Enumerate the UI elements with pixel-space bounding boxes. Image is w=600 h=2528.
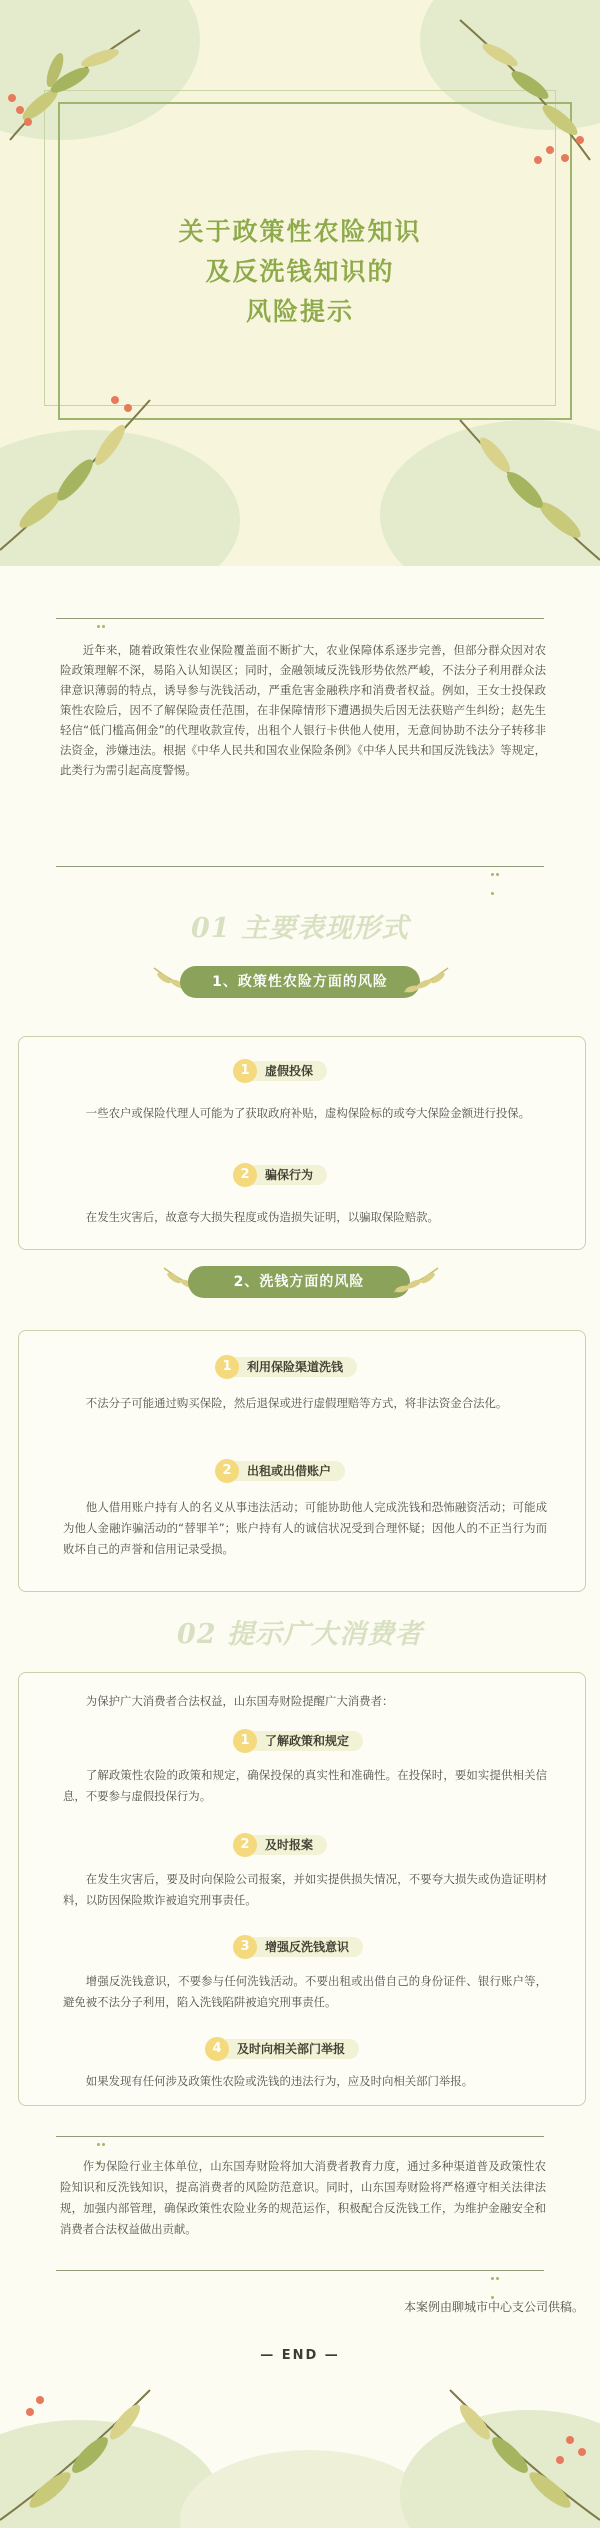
page-title-line1: 关于政策性农险知识 — [178, 217, 422, 246]
item-tag — [233, 1935, 413, 1959]
item-number-badge: 1 — [233, 1729, 257, 1753]
item-label: 虚假投保 — [251, 1061, 327, 1081]
leaf-branch-icon — [440, 390, 600, 566]
item-label: 增强反洗钱意识 — [251, 1937, 363, 1957]
divider-dots — [96, 2132, 110, 2138]
footer-decor — [0, 2380, 600, 2528]
item-text-content: 一些农户或保险代理人可能为了获取政府补贴，虚构保险标的或夸大保险金额进行投保。 — [85, 1106, 531, 1120]
divider — [56, 2136, 544, 2137]
item-text — [63, 1971, 547, 2013]
source-note: 本案例由聊城市中心支公司供稿。 — [403, 2300, 584, 2314]
leaf-branch-icon — [0, 2380, 180, 2528]
item-label: 骗保行为 — [251, 1165, 327, 1185]
laurel-right-icon — [402, 964, 452, 998]
divider — [56, 618, 544, 619]
item-label: 了解政策和规定 — [251, 1731, 363, 1751]
end-mark: — END — — [260, 2348, 340, 2363]
item-number-badge: 1 — [233, 1059, 257, 1083]
item-text-content: 如果发现有任何涉及政策性农险或洗钱的违法行为，应及时向相关部门举报。 — [85, 2074, 474, 2088]
item-number-badge: 3 — [233, 1935, 257, 1959]
divider — [56, 866, 544, 867]
item-text — [63, 1207, 547, 1228]
intro-paragraph — [60, 640, 546, 780]
leaf-branch-icon — [0, 380, 160, 560]
leaf-branch-icon — [0, 0, 150, 150]
section2-title: 02 提示广大消费者 — [177, 1619, 423, 1650]
closing-paragraph — [60, 2156, 546, 2240]
advice-card — [18, 1672, 586, 2106]
leaf-branch-icon — [450, 0, 600, 170]
item-tag — [215, 1355, 415, 1379]
item-tag — [215, 1459, 415, 1483]
divider-dots — [96, 614, 110, 620]
item-tag — [233, 1729, 413, 1753]
intro-text: 近年来，随着政策性农业保险覆盖面不断扩大，农业保障体系逐步完善，但部分群众因对农险政策理解不深，易陷入认知误区；同时，金融领域反洗钱形势依然严峻，不法分子利用群众法律意识薄弱的特点，诱导参与洗钱活动，严重危害金融秩序和消费者权益。例如，王女士投保政策性农险后，因不了解保险责任范围，在非保障情形下遭遇损失后因无法获赔产生纠纷；赵先生轻信“低门槛高佣金”的代理收款宣传，出租个人银行卡供他人使用，无意间协助不法分子转移非法资金，涉嫌违法。根据《中华人民共和国农业保险条例》《中华人民共和国反洗钱法》等规定，此类行为需引起高度警惕。 — [60, 643, 546, 777]
item-text — [63, 1393, 547, 1414]
item-text-content: 不法分子可能通过购买保险，然后退保或进行虚假理赔等方式，将非法资金合法化。 — [85, 1396, 508, 1410]
item-text — [63, 1765, 547, 1807]
item-tag — [205, 2037, 425, 2061]
item-text-content: 在发生灾害后，故意夸大损失程度或伪造损失证明，以骗取保险赔款。 — [85, 1210, 439, 1224]
divider — [56, 2270, 544, 2271]
item-text — [63, 1497, 547, 1560]
risk-card — [18, 1330, 586, 1592]
item-text-content: 增强反洗钱意识，不要参与任何洗钱活动。不要出租或出借自己的身份证件、银行账户等，避免被不法分子利用，陷入洗钱陷阱被追究刑事责任。 — [63, 1974, 547, 2009]
item-text-content: 了解政策性农险的政策和规定，确保投保的真实性和准确性。在投保时，要如实提供相关信息，不要参与虚假投保行为。 — [63, 1768, 547, 1803]
item-number-badge: 2 — [215, 1459, 239, 1483]
item-text-content: 他人借用账户持有人的名义从事违法活动；可能协助他人完成洗钱和恐怖融资活动；可能成为他人金融诈骗活动的“替罪羊”；账户持有人的诚信状况受到合理怀疑；因他人的不正当行为而败坏自己的声誉和信用记录受损。 — [63, 1500, 547, 1556]
header-banner — [0, 0, 600, 566]
item-tag — [233, 1163, 393, 1187]
item-text — [63, 1103, 547, 1124]
laurel-right-icon — [392, 1264, 442, 1298]
item-text-content: 在发生灾害后，要及时向保险公司报案，并如实提供损失情况，不要夸大损失或伪造证明材料，以防因保险欺诈被追究刑事责任。 — [63, 1872, 547, 1907]
advice-lead — [63, 1691, 547, 1712]
subsection-pill: 1、政策性农险方面的风险 — [180, 966, 420, 998]
item-text — [63, 2071, 547, 2092]
item-number-badge: 4 — [205, 2037, 229, 2061]
advice-lead-text: 为保护广大消费者合法权益，山东国寿财险提醒广大消费者： — [85, 1694, 394, 1708]
item-label: 及时报案 — [251, 1835, 327, 1855]
item-number-badge: 2 — [233, 1833, 257, 1857]
item-number-badge: 2 — [233, 1163, 257, 1187]
section1-title: 01 主要表现形式 — [191, 913, 409, 944]
item-label: 及时向相关部门举报 — [223, 2039, 359, 2059]
item-label: 出租或出借账户 — [233, 1461, 345, 1481]
item-label: 利用保险渠道洗钱 — [233, 1357, 357, 1377]
page-title-line3: 风险提示 — [245, 297, 354, 326]
risk-card — [18, 1036, 586, 1250]
item-tag — [233, 1059, 393, 1083]
item-text — [63, 1869, 547, 1911]
item-number-badge: 1 — [215, 1355, 239, 1379]
subsection-pill: 2、洗钱方面的风险 — [188, 1266, 410, 1298]
page-title-line2: 及反洗钱知识的 — [205, 257, 395, 286]
closing-text: 作为保险行业主体单位，山东国寿财险将加大消费者教育力度，通过多种渠道普及政策性农险知识和反洗钱知识，提高消费者的风险防范意识。同时，山东国寿财险将严格遵守相关法律法规，加强内部管理，确保政策性农险业务的规范运作，积极配合反洗钱工作，为维护金融安全和消费者合法权益做出贡献。 — [60, 2159, 546, 2236]
divider-dots — [490, 862, 504, 868]
item-tag — [233, 1833, 413, 1857]
leaf-branch-icon — [420, 2380, 600, 2528]
divider-dots — [490, 2266, 504, 2272]
